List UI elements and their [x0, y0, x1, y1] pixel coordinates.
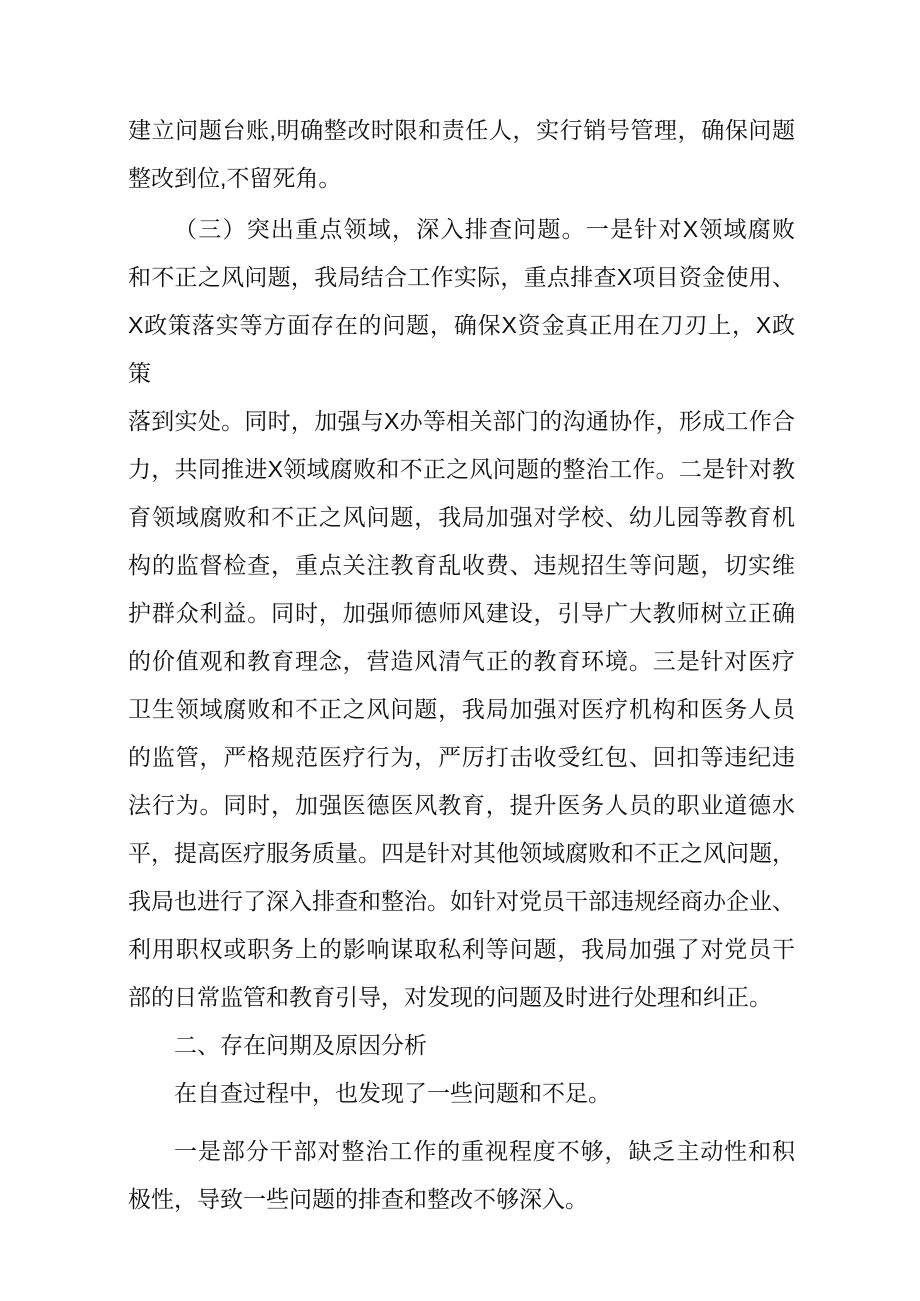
text-line: 力，共同推进X领域腐败和不正之风问题的整治工作。二是针对教	[128, 456, 795, 482]
text-line: 的价值观和教育理念，营造风清气正的教育环境。三是针对医疗	[128, 648, 795, 674]
text-line: 极性，导致一些问题的排查和整改不够深入。	[128, 1186, 588, 1212]
document-body	[128, 106, 795, 1223]
paragraph	[128, 1127, 795, 1223]
text-line: 卫生领域腐败和不正之风问题，我局加强对医疗机构和医务人员	[128, 696, 795, 722]
text-line: 整改到位,不留死角。	[128, 165, 342, 191]
text-line: X政策落实等方面存在的问题，确保X资金真正用在刀刃上，X政策	[128, 312, 795, 386]
paragraph	[128, 106, 795, 202]
text-line: 我局也进行了深入排查和整治。如针对党员干部违规经商办企业、	[128, 888, 795, 914]
text-line: （三）突出重点领域，深入排查问题。一是针对X领域腐败	[174, 216, 795, 242]
text-line: 建立问题台账,明确整改时限和责任人，实行销号管理，确保问题	[128, 117, 795, 143]
text-line: 构的监督检查，重点关注教育乱收费、违规招生等问题，切实维	[128, 552, 795, 578]
text-line: 落到实处。同时，加强与X办等相关部门的沟通协作，形成工作合	[128, 408, 795, 434]
text-line: 一是部分干部对整治工作的重视程度不够，缺乏主动性和积	[174, 1138, 795, 1164]
paragraph	[128, 1069, 795, 1117]
text-line: 在自查过程中，也发现了一些问题和不足。	[174, 1080, 611, 1106]
text-line: 和不正之风问题，我局结合工作实际，重点排查X项目资金使用、	[128, 264, 795, 290]
text-line: 法行为。同时，加强医德医风教育，提升医务人员的职业道德水	[128, 792, 795, 818]
text-line: 平，提高医疗服务质量。四是针对其他领域腐败和不正之风问题，	[128, 840, 795, 866]
text-line: 二、存在问期及原因分析	[174, 1032, 427, 1058]
text-line: 育领域腐败和不正之风问题，我局加强对学校、幼儿园等教育机	[128, 504, 795, 530]
text-line: 部的日常监管和教育引导，对发现的问题及时进行处理和纠正。	[128, 984, 772, 1010]
section-heading	[128, 1021, 795, 1069]
paragraph	[128, 205, 795, 1021]
text-line: 护群众利益。同时，加强师德师风建设，引导广大教师树立正确	[128, 600, 795, 626]
text-line: 的监管，严格规范医疗行为，严厉打击收受红包、回扣等违纪违	[128, 744, 795, 770]
text-line: 利用职权或职务上的影响谋取私利等问题，我局加强了对党员干	[128, 936, 795, 962]
